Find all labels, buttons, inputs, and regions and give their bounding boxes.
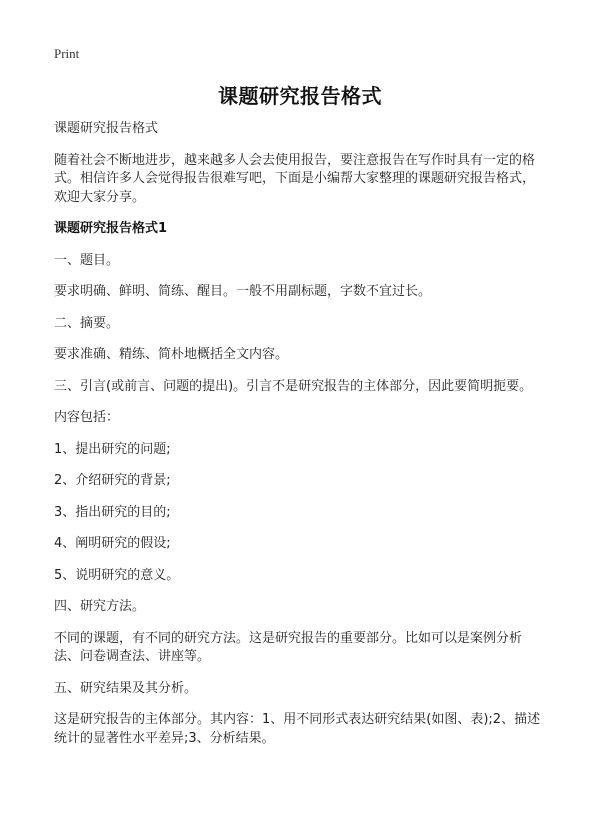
paragraph: 五、研究结果及其分析。 [54,680,198,696]
paragraph: 要求明确、鲜明、简练、醒目。一般不用副标题，字数不宜过长。 [54,284,432,299]
paragraph: 要求准确、精练、简朴地概括全文内容。 [54,347,289,362]
paragraph: 2、介绍研究的背景; [54,473,171,488]
paragraph: 随着社会不断地进步，越来越多人会去使用报告，要注意报告在写作时具有一定的格式。相信许多人会觉得报告很难写吧，下面是小编帮大家整理的课题研究报告格式，欢迎大家分享。 [54,152,536,205]
document-body [54,120,546,761]
paragraph: 3、指出研究的目的; [54,504,171,520]
paragraph: 二、摘要。 [54,315,120,331]
paragraph: 课题研究报告格式 [54,121,159,136]
paragraph: 1、提出研究的问题; [54,441,171,457]
paragraph: 5、说明研究的意义。 [54,567,180,583]
print-link[interactable]: Print [54,46,80,61]
paragraph: 4、阐明研究的假设; [54,536,171,551]
paragraph: 不同的课题，有不同的研究方法。这是研究报告的重要部分。比如可以是案例分析法、问卷调查法、讲座等。 [54,630,523,664]
section-heading: 课题研究报告格式1 [54,221,168,236]
paragraph: 内容包括： [54,410,120,425]
paragraph: 四、研究方法。 [54,599,146,614]
paragraph: 三、引言(或前言、问题的提出)。引言不是研究报告的主体部分，因此要简明扼要。 [54,378,533,394]
page-title: 课题研究报告格式 [218,84,382,108]
paragraph: 这是研究报告的主体部分。其内容：1、用不同形式表达研究结果(如图、表);2、描述统计的显著性水平差异;3、分析结果。 [54,712,541,746]
paragraph: 一、题目。 [54,252,120,268]
